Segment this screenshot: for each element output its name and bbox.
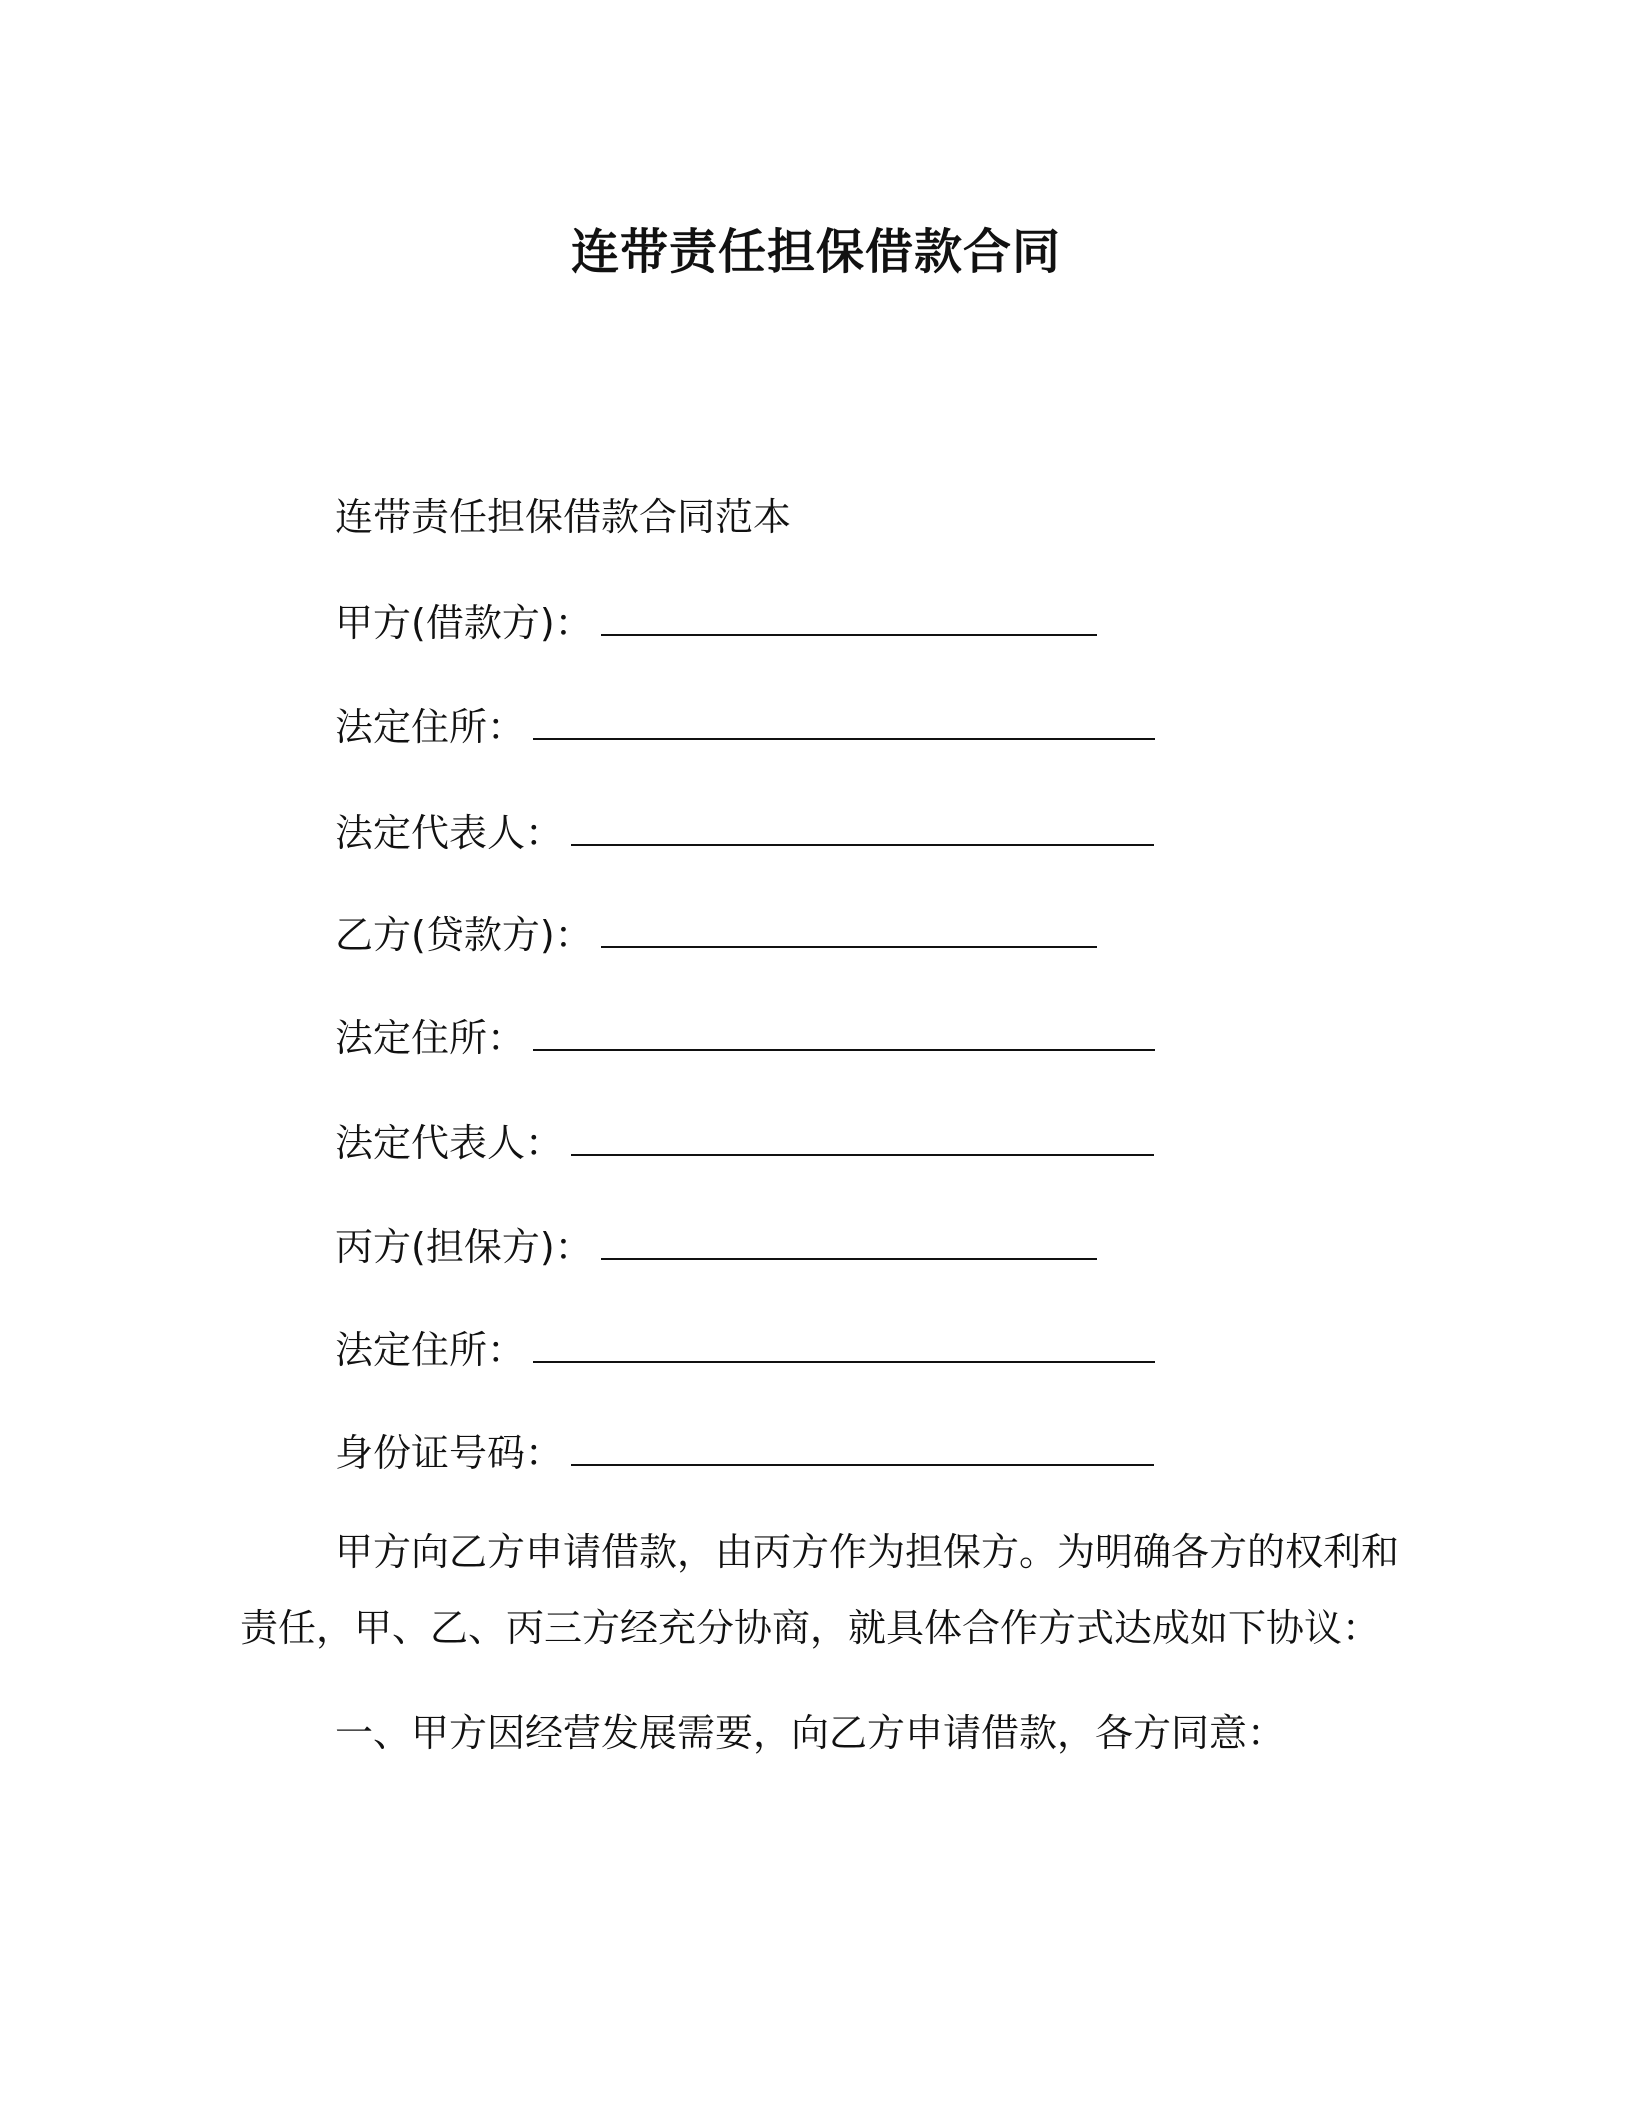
field-label: 乙方(贷款方)： <box>335 913 593 957</box>
field-label: 丙方(担保方)： <box>335 1225 593 1269</box>
blank-line <box>533 1015 1155 1051</box>
field-lender-address <box>335 1013 1155 1063</box>
field-label: 法定住所： <box>335 705 526 749</box>
field-lender-representative <box>335 1118 1154 1168</box>
blank-line <box>571 1430 1154 1466</box>
field-label: 法定住所： <box>335 1328 526 1372</box>
field-label: 法定住所： <box>335 1016 526 1060</box>
paragraph-intro-line-1: 甲方向乙方申请借款，由丙方作为担保方。为明确各方的权利和 <box>335 1530 1400 1574</box>
field-label: 身份证号码： <box>335 1431 564 1475</box>
blank-line <box>571 810 1154 846</box>
blank-line <box>533 1327 1155 1363</box>
field-label: 法定代表人： <box>335 811 564 855</box>
document-subtitle: 连带责任担保借款合同范本 <box>335 495 792 539</box>
blank-line <box>601 600 1097 636</box>
field-borrower-representative <box>335 808 1154 858</box>
blank-line <box>601 912 1097 948</box>
clause-1: 一、甲方因经营发展需要，向乙方申请借款，各方同意： <box>335 1711 1286 1755</box>
document-title: 连带责任担保借款合同 <box>570 224 1061 280</box>
paragraph-intro-line-2: 责任，甲、乙、丙三方经充分协商，就具体合作方式达成如下协议： <box>240 1606 1381 1650</box>
blank-line <box>571 1120 1154 1156</box>
field-guarantor-address <box>335 1325 1155 1375</box>
blank-line <box>533 704 1155 740</box>
field-label: 法定代表人： <box>335 1121 564 1165</box>
field-label: 甲方(借款方)： <box>335 601 593 645</box>
field-borrower-address <box>335 702 1155 752</box>
field-borrower <box>335 598 1097 648</box>
field-guarantor-id-number <box>335 1428 1154 1478</box>
blank-line <box>601 1224 1097 1260</box>
field-lender <box>335 910 1097 960</box>
field-guarantor <box>335 1222 1097 1272</box>
